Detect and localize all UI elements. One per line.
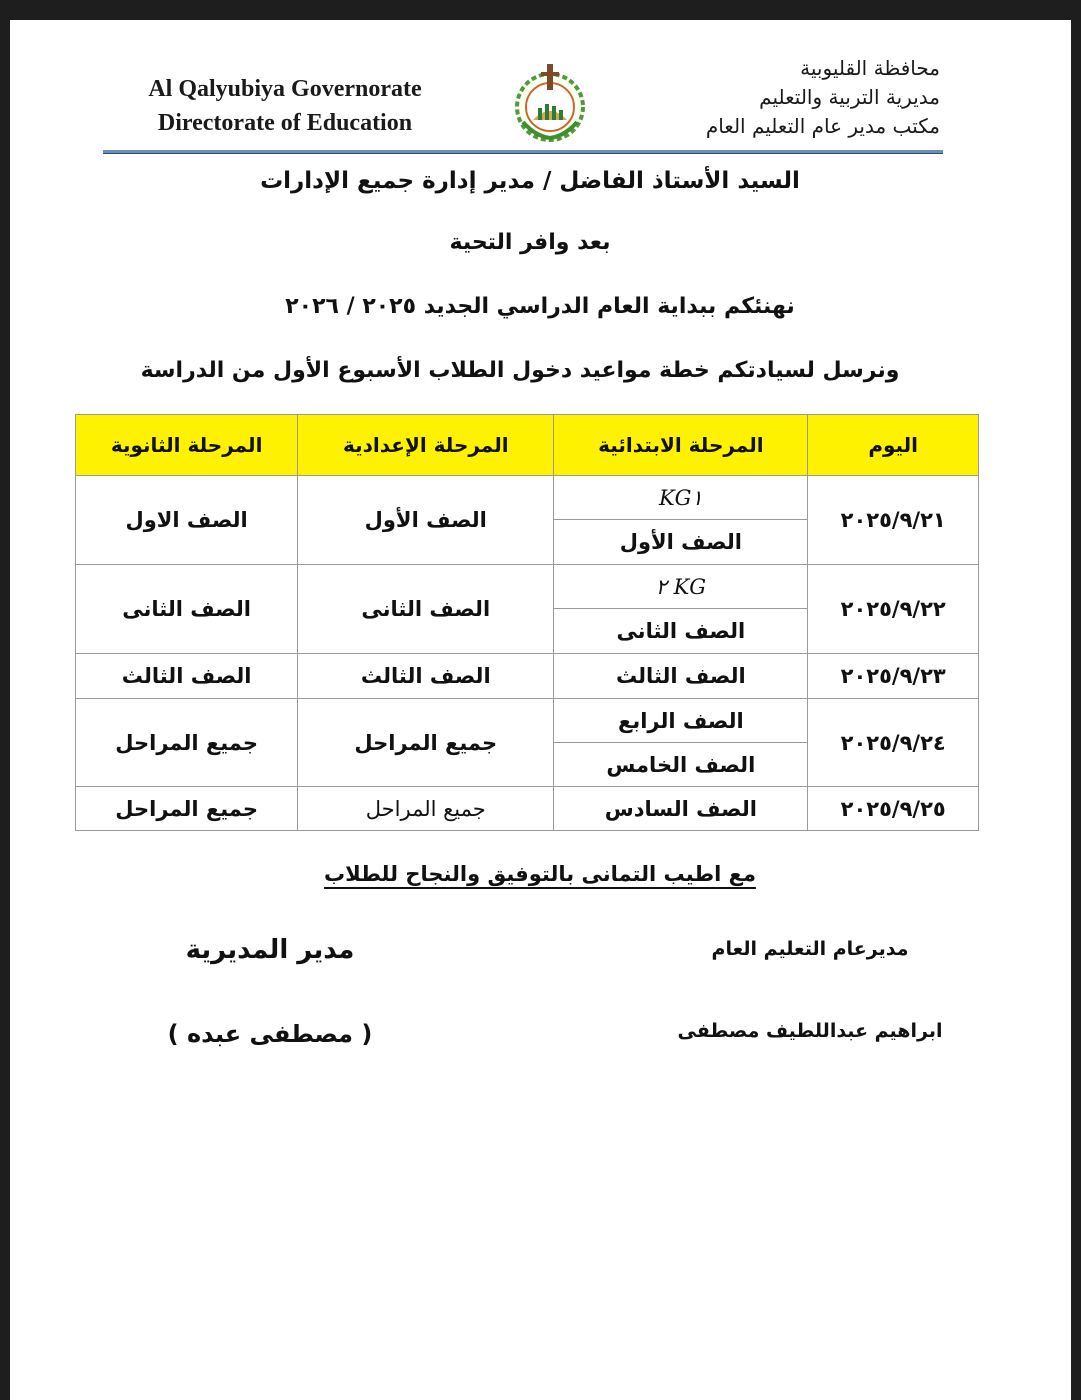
letter-intro: ونرسل لسيادتكم خطة مواعيد دخول الطلاب الأسبوع الأول من الدراسة [140, 358, 900, 383]
header-preparatory: المرحلة الإعدادية [298, 415, 554, 476]
secondary-cell: جميع المراحل [76, 699, 298, 787]
secondary-cell: الصف الثالث [76, 654, 298, 699]
preparatory-cell: جميع المراحل [298, 699, 554, 787]
day-cell: ٢٠٢٥/٩/٢١ [808, 476, 979, 565]
day-cell: ٢٠٢٥/٩/٢٢ [808, 565, 979, 654]
signatory-left-name: ( مصطفى عبده ) [167, 1020, 373, 1048]
directorate-logo [505, 62, 595, 144]
table-row [76, 699, 979, 743]
primary-cell: الصف الثالث [554, 654, 808, 699]
schedule-table [75, 414, 979, 831]
english-header [105, 72, 465, 140]
primary-cell: KG ٢ [554, 565, 808, 609]
table-row [76, 565, 979, 609]
secondary-cell: جميع المراحل [76, 787, 298, 831]
primary-cell: الصف الأول [554, 520, 808, 565]
arabic-header [640, 54, 940, 141]
preparatory-cell: الصف الثانى [298, 565, 554, 654]
preparatory-cell: الصف الثالث [298, 654, 554, 699]
secondary-cell: الصف الاول [76, 476, 298, 565]
arabic-header-line2: مديرية التربية والتعليم [759, 85, 940, 109]
day-cell: ٢٠٢٥/٩/٢٥ [808, 787, 979, 831]
primary-cell: الصف السادس [554, 787, 808, 831]
letter-greeting: بعد وافر التحية [449, 230, 611, 255]
table-row [76, 654, 979, 699]
letter-congratulations: نهنئكم ببداية العام الدراسي الجديد ٢٠٢٥ / ٢٠٢٦ [285, 294, 795, 319]
header-divider [103, 150, 943, 154]
day-cell: ٢٠٢٥/٩/٢٤ [808, 699, 979, 787]
signatory-left-title: مدير المديرية [185, 935, 355, 965]
english-header-line2: Directorate of Education [157, 110, 413, 136]
english-header-line1: Al Qalyubiya Governorate [148, 76, 422, 102]
table-row [76, 476, 979, 520]
header-day: اليوم [808, 415, 979, 476]
secondary-cell: الصف الثانى [76, 565, 298, 654]
signatory-right-name: ابراهيم عبداللطيف مصطفى [677, 1020, 943, 1042]
table-header-row [76, 415, 979, 476]
primary-cell: الصف الرابع [554, 699, 808, 743]
primary-cell: الصف الخامس [554, 743, 808, 787]
arabic-header-line3: مكتب مدير عام التعليم العام [705, 114, 940, 138]
table-row [76, 787, 979, 831]
closing-wishes: مع اطيب التمانى بالتوفيق والنجاح للطلاب [324, 862, 756, 886]
primary-cell: KG١ [554, 476, 808, 520]
preparatory-cell: جميع المراحل [298, 787, 554, 831]
header-primary: المرحلة الابتدائية [554, 415, 808, 476]
preparatory-cell: الصف الأول [298, 476, 554, 565]
signatory-right-title: مديرعام التعليم العام [711, 938, 909, 960]
arabic-header-line1: محافظة القليوبية [800, 56, 940, 80]
letter-addressee: السيد الأستاذ الفاضل / مدير إدارة جميع الإدارات [260, 168, 800, 194]
header-secondary: المرحلة الثانوية [76, 415, 298, 476]
day-cell: ٢٠٢٥/٩/٢٣ [808, 654, 979, 699]
primary-cell: الصف الثانى [554, 609, 808, 654]
